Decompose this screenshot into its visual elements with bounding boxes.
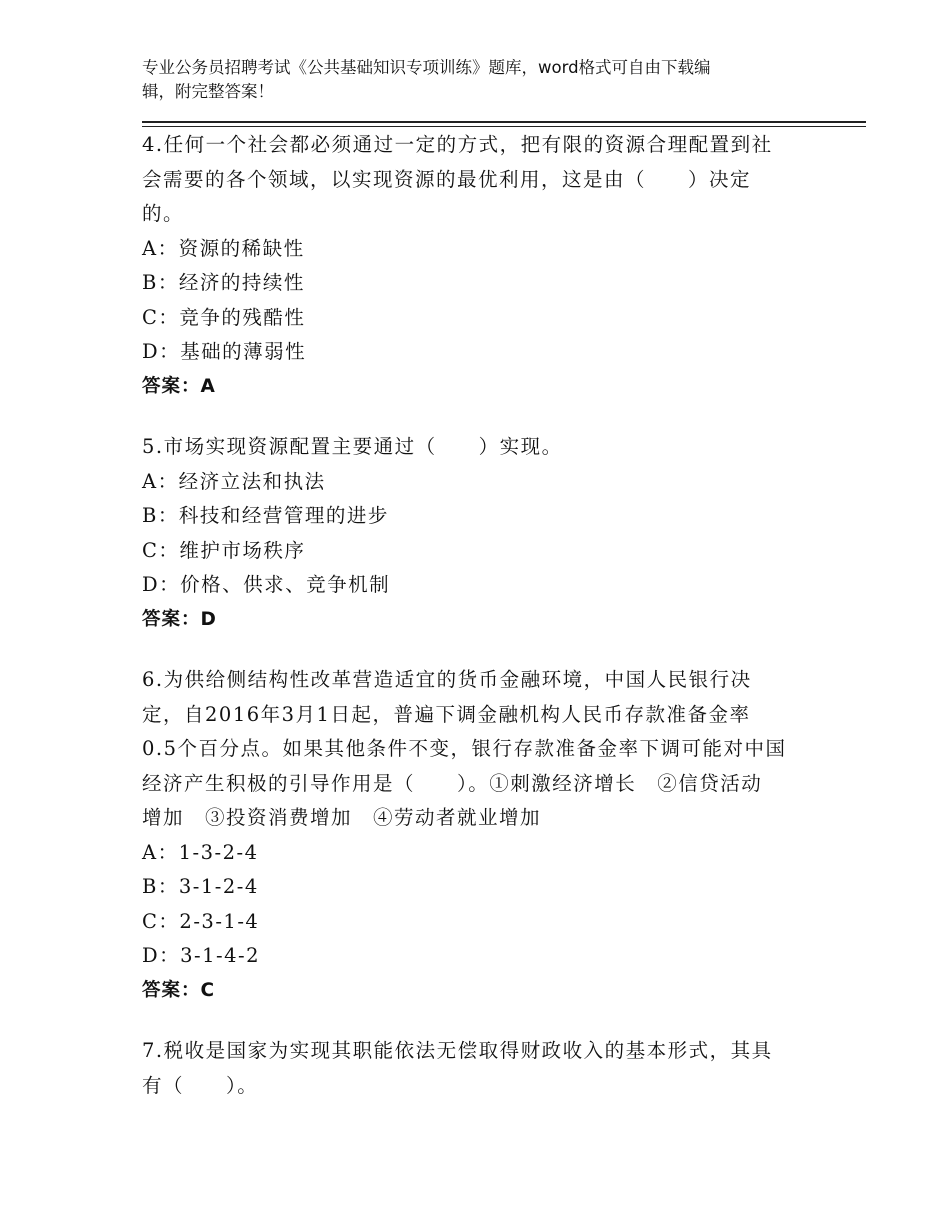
- answer-key: 答案：C: [142, 979, 216, 1001]
- question-text-line: 0.5个百分点。如果其他条件不变，银行存款准备金率下调可能对中国: [142, 737, 787, 760]
- question-block: [142, 128, 822, 404]
- question-list: [142, 128, 822, 1129]
- question-text-line: 6.为供给侧结构性改革营造适宜的货币金融环境，中国人民银行决: [142, 668, 752, 691]
- question-text-line: 增加 ③投资消费增加 ④劳动者就业增加: [142, 806, 542, 829]
- answer-option: A：1-3-2-4: [142, 840, 259, 864]
- answer-option: B：经济的持续性: [142, 271, 305, 294]
- question-text-line: 4.任何一个社会都必须通过一定的方式，把有限的资源合理配置到社: [142, 133, 773, 156]
- question-text-line: 5.市场实现资源配置主要通过（ ）实现。: [142, 435, 563, 458]
- answer-key: 答案：D: [142, 608, 217, 630]
- answer-option: D：基础的薄弱性: [142, 340, 307, 363]
- answer-option: C：竞争的残酷性: [142, 305, 306, 329]
- question-text-line: 有（ ）。: [142, 1073, 259, 1097]
- answer-option: B：3-1-2-4: [142, 875, 259, 898]
- question-text-line: 会需要的各个领域，以实现资源的最优利用，这是由（ ）决定: [142, 167, 752, 191]
- answer-option: D：3-1-4-2: [142, 944, 261, 967]
- answer-key: 答案：A: [142, 375, 216, 397]
- question-block: [142, 430, 822, 637]
- answer-option: C：2-3-1-4: [142, 909, 260, 933]
- question-block: [142, 663, 822, 1008]
- header-line-1: 专业公务员招聘考试《公共基础知识专项训练》题库，word格式可自由下载编: [142, 58, 711, 77]
- header-divider-thin: [142, 126, 866, 127]
- answer-option: D：价格、供求、竞争机制: [142, 573, 391, 596]
- question-text-line: 7.税收是国家为实现其职能依法无偿取得财政收入的基本形式，其具: [142, 1039, 773, 1062]
- question-text-line: 经济产生积极的引导作用是（ ）。①刺激经济增长 ②信贷活动: [142, 771, 763, 795]
- document-header: [142, 56, 792, 104]
- answer-option: A：资源的稀缺性: [142, 236, 305, 260]
- question-text-line: 定，自2016年3月1日起，普遍下调金融机构人民币存款准备金率: [142, 702, 751, 726]
- question-block: [142, 1034, 822, 1103]
- header-line-2: 辑，附完整答案！: [142, 82, 274, 101]
- answer-option: C：维护市场秩序: [142, 538, 306, 562]
- question-text-line: 的。: [142, 202, 185, 225]
- answer-option: A：经济立法和执法: [142, 469, 326, 493]
- header-divider-thick: [142, 121, 866, 123]
- answer-option: B：科技和经营管理的进步: [142, 504, 389, 527]
